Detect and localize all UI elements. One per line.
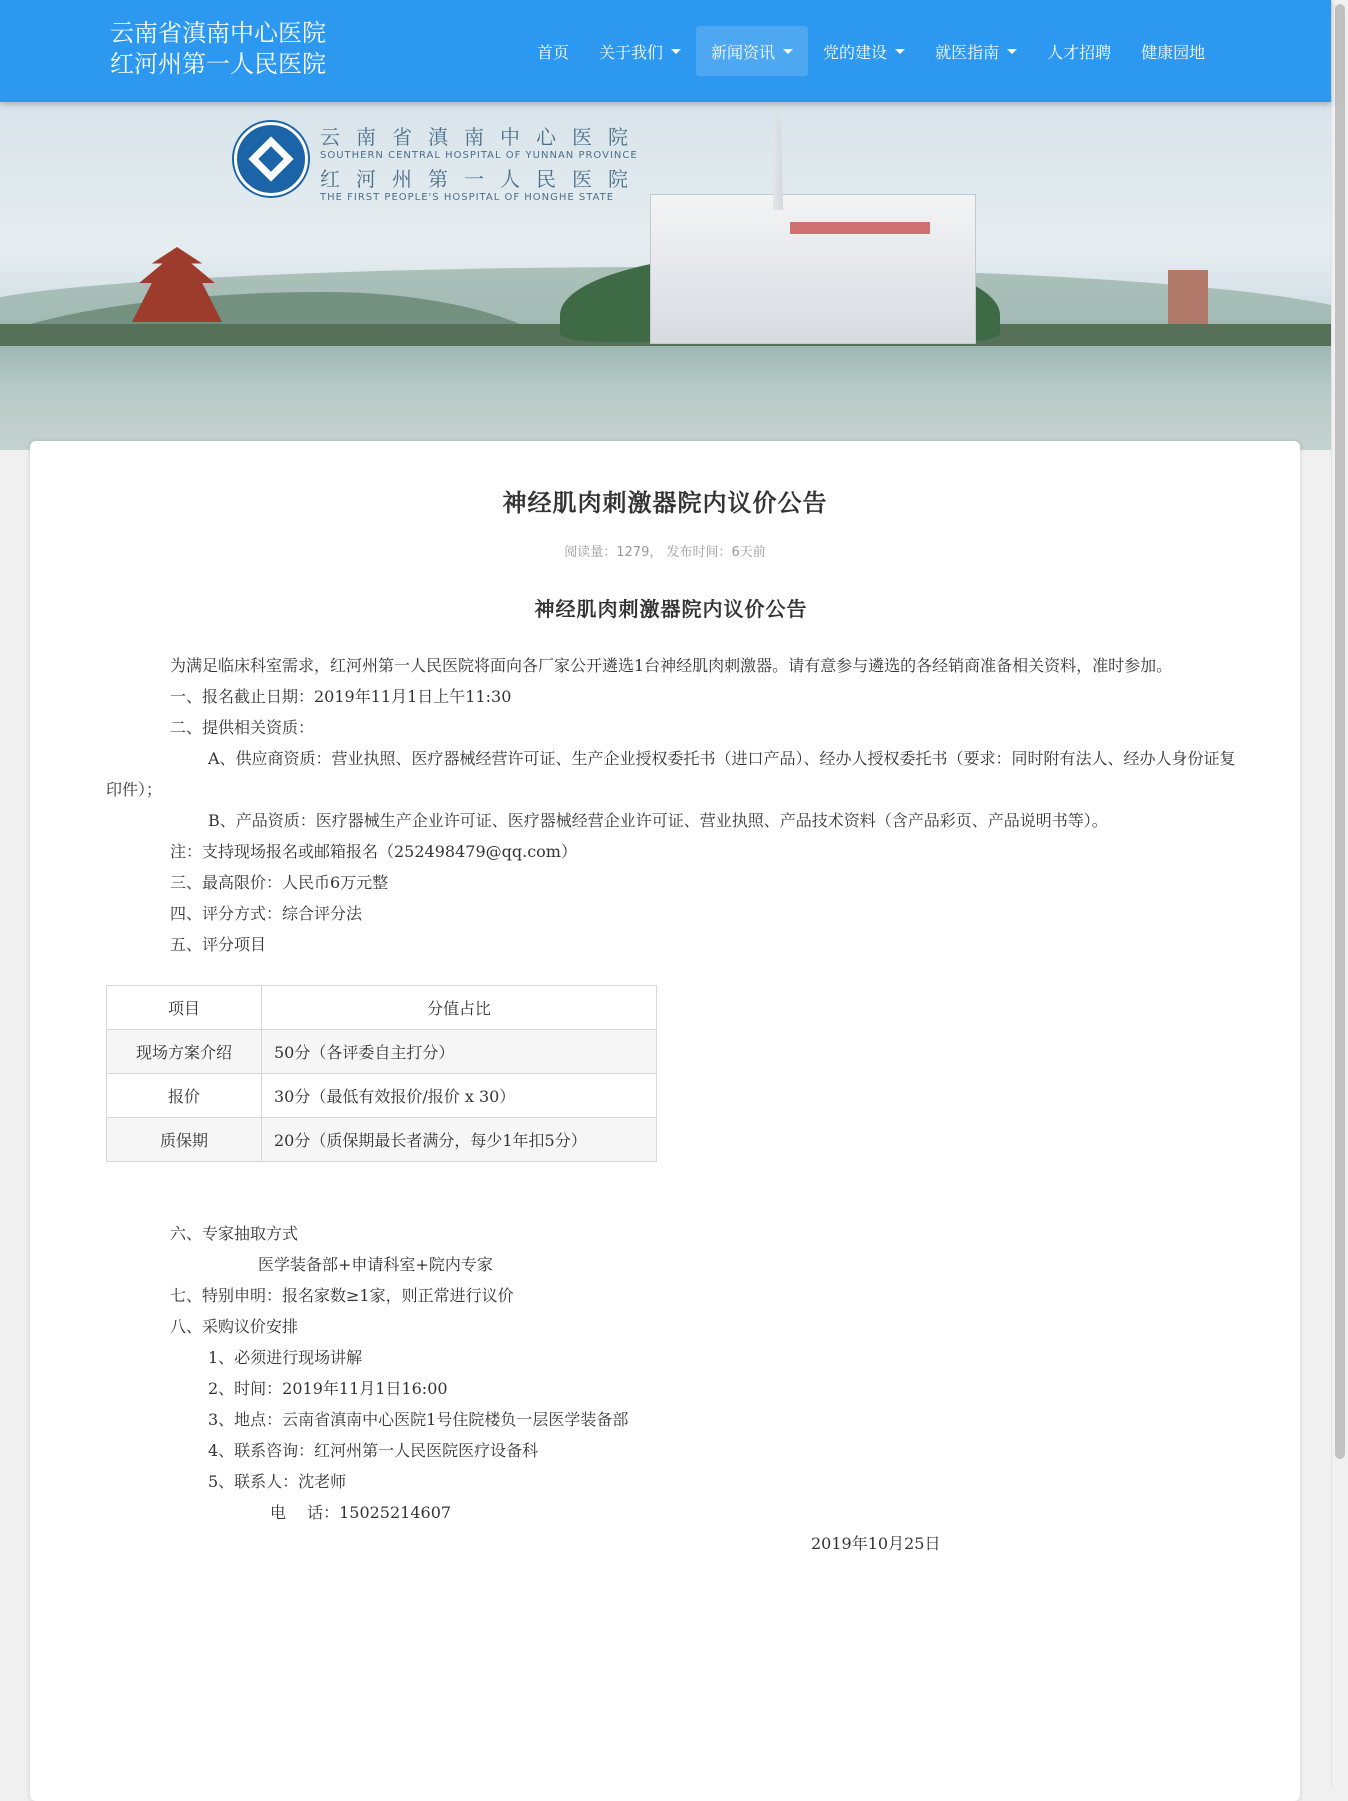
item-8-1: 1、必须进行现场讲解 [208, 1348, 363, 1367]
banner-lake [0, 346, 1331, 450]
article-content [106, 594, 1236, 1559]
brand-line-2[interactable]: 红河州第一人民医院 [110, 50, 326, 78]
item-8-5: 5、联系人：沈老师 [208, 1472, 347, 1491]
page-scrollbar[interactable] [1331, 0, 1348, 1788]
hospital-building-image [650, 194, 976, 344]
email-note: 注：支持现场报名或邮箱报名（252498479@qq.com） [170, 842, 577, 861]
table-row [107, 1074, 657, 1118]
nav-about-label: 关于我们 [599, 42, 664, 62]
hospital-sign [790, 222, 930, 234]
table-header-row [107, 986, 657, 1030]
table-cell: 质保期 [107, 1118, 262, 1162]
banner-name-en-1: SOUTHERN CENTRAL HOSPITAL OF YUNNAN PROVINCE [320, 150, 638, 161]
table-cell: 报价 [107, 1074, 262, 1118]
publish-date: 2019年10月25日 [811, 1534, 941, 1553]
scrollbar-thumb[interactable] [1335, 4, 1345, 1459]
chevron-down-icon [671, 49, 681, 54]
nav-guide[interactable] [920, 26, 1032, 76]
banner-name-en-2: THE FIRST PEOPLE'S HOSPITAL OF HONGHE STATE [320, 192, 615, 203]
nav-jobs[interactable] [1032, 26, 1126, 76]
banner-name-cn-2: 红河州第一人民医院 [320, 167, 644, 191]
table-cell: 50分（各评委自主打分） [262, 1030, 657, 1074]
item-7: 七、特别申明：报名家数≥1家，则正常进行议价 [170, 1286, 514, 1305]
intro-paragraph: 为满足临床科室需求，红河州第一人民医院将面向各厂家公开遴选1台神经肌肉刺激器。请有意参与遴选的各经销商准备相关资料，准时参加。 [170, 656, 1173, 675]
hero-banner [0, 102, 1331, 450]
nav-party-label: 党的建设 [823, 42, 888, 62]
item-8: 八、采购议价安排 [170, 1317, 299, 1336]
nav-jobs-label: 人才招聘 [1047, 42, 1112, 62]
article-heading: 神经肌肉刺激器院内议价公告 [534, 597, 808, 621]
brand-line-1[interactable]: 云南省滇南中心医院 [110, 19, 326, 47]
item-1: 一、报名截止日期：2019年11月1日上午11:30 [170, 687, 512, 706]
contact-phone: 电 话：15025214607 [270, 1503, 452, 1522]
table-cell: 20分（质保期最长者满分，每少1年扣5分） [262, 1118, 657, 1162]
item-2: 二、提供相关资质： [170, 718, 315, 737]
nav-health-label: 健康园地 [1141, 42, 1206, 62]
banner-name-cn-1: 云南省滇南中心医院 [320, 125, 644, 149]
table-header-cell: 项目 [107, 986, 262, 1030]
table-row [107, 1118, 657, 1162]
item-6: 六、专家抽取方式 [170, 1224, 299, 1243]
top-navbar [0, 0, 1331, 102]
site-brand[interactable] [110, 18, 326, 80]
item-5: 五、评分项目 [170, 935, 267, 954]
item-2a: A、供应商资质：营业执照、医疗器械经营许可证、生产企业授权委托书（进口产品）、经办人授权委托书（要求：同时附有法人、经办人身份证复印件）； [106, 749, 1236, 799]
item-8-4: 4、联系咨询：红河州第一人民医院医疗设备科 [208, 1441, 539, 1460]
nav-about[interactable] [584, 26, 696, 76]
hospital-logo-icon [234, 122, 308, 196]
table-cell: 30分（最低有效报价/报价 x 30） [262, 1074, 657, 1118]
item-8-2: 2、时间：2019年11月1日16:00 [208, 1379, 448, 1398]
article-title: 神经肌肉刺激器院内议价公告 [502, 489, 828, 517]
table-cell: 现场方案介绍 [107, 1030, 262, 1074]
scoring-table [106, 985, 657, 1162]
article-meta: 阅读量：1279， 发布时间：6天前 [564, 545, 766, 560]
nav-guide-label: 就医指南 [935, 42, 1000, 62]
table-header-cell: 分值占比 [262, 986, 657, 1030]
item-4: 四、评分方式：综合评分法 [170, 904, 363, 923]
chevron-down-icon [783, 49, 793, 54]
article-card [30, 441, 1300, 1801]
nav-home-label: 首页 [537, 42, 570, 62]
nav-news-label: 新闻资讯 [711, 42, 776, 62]
item-8-3: 3、地点：云南省滇南中心医院1号住院楼负一层医学装备部 [208, 1410, 629, 1429]
nav-news[interactable] [696, 26, 808, 76]
nav-health[interactable] [1126, 26, 1220, 76]
item-3: 三、最高限价：人民币6万元整 [170, 873, 389, 892]
item-6a: 医学装备部+申请科室+院内专家 [258, 1255, 493, 1274]
nav-home[interactable] [522, 26, 584, 76]
chevron-down-icon [895, 49, 905, 54]
nav-party[interactable] [808, 26, 920, 76]
main-nav [522, 26, 1220, 76]
item-2b: B、产品资质：医疗器械生产企业许可证、医疗器械经营企业许可证、营业执照、产品技术资料（含产品彩页、产品说明书等）。 [208, 811, 1108, 830]
building-image [1168, 270, 1208, 326]
banner-hospital-name [320, 124, 644, 208]
chevron-down-icon [1007, 49, 1017, 54]
table-row [107, 1030, 657, 1074]
